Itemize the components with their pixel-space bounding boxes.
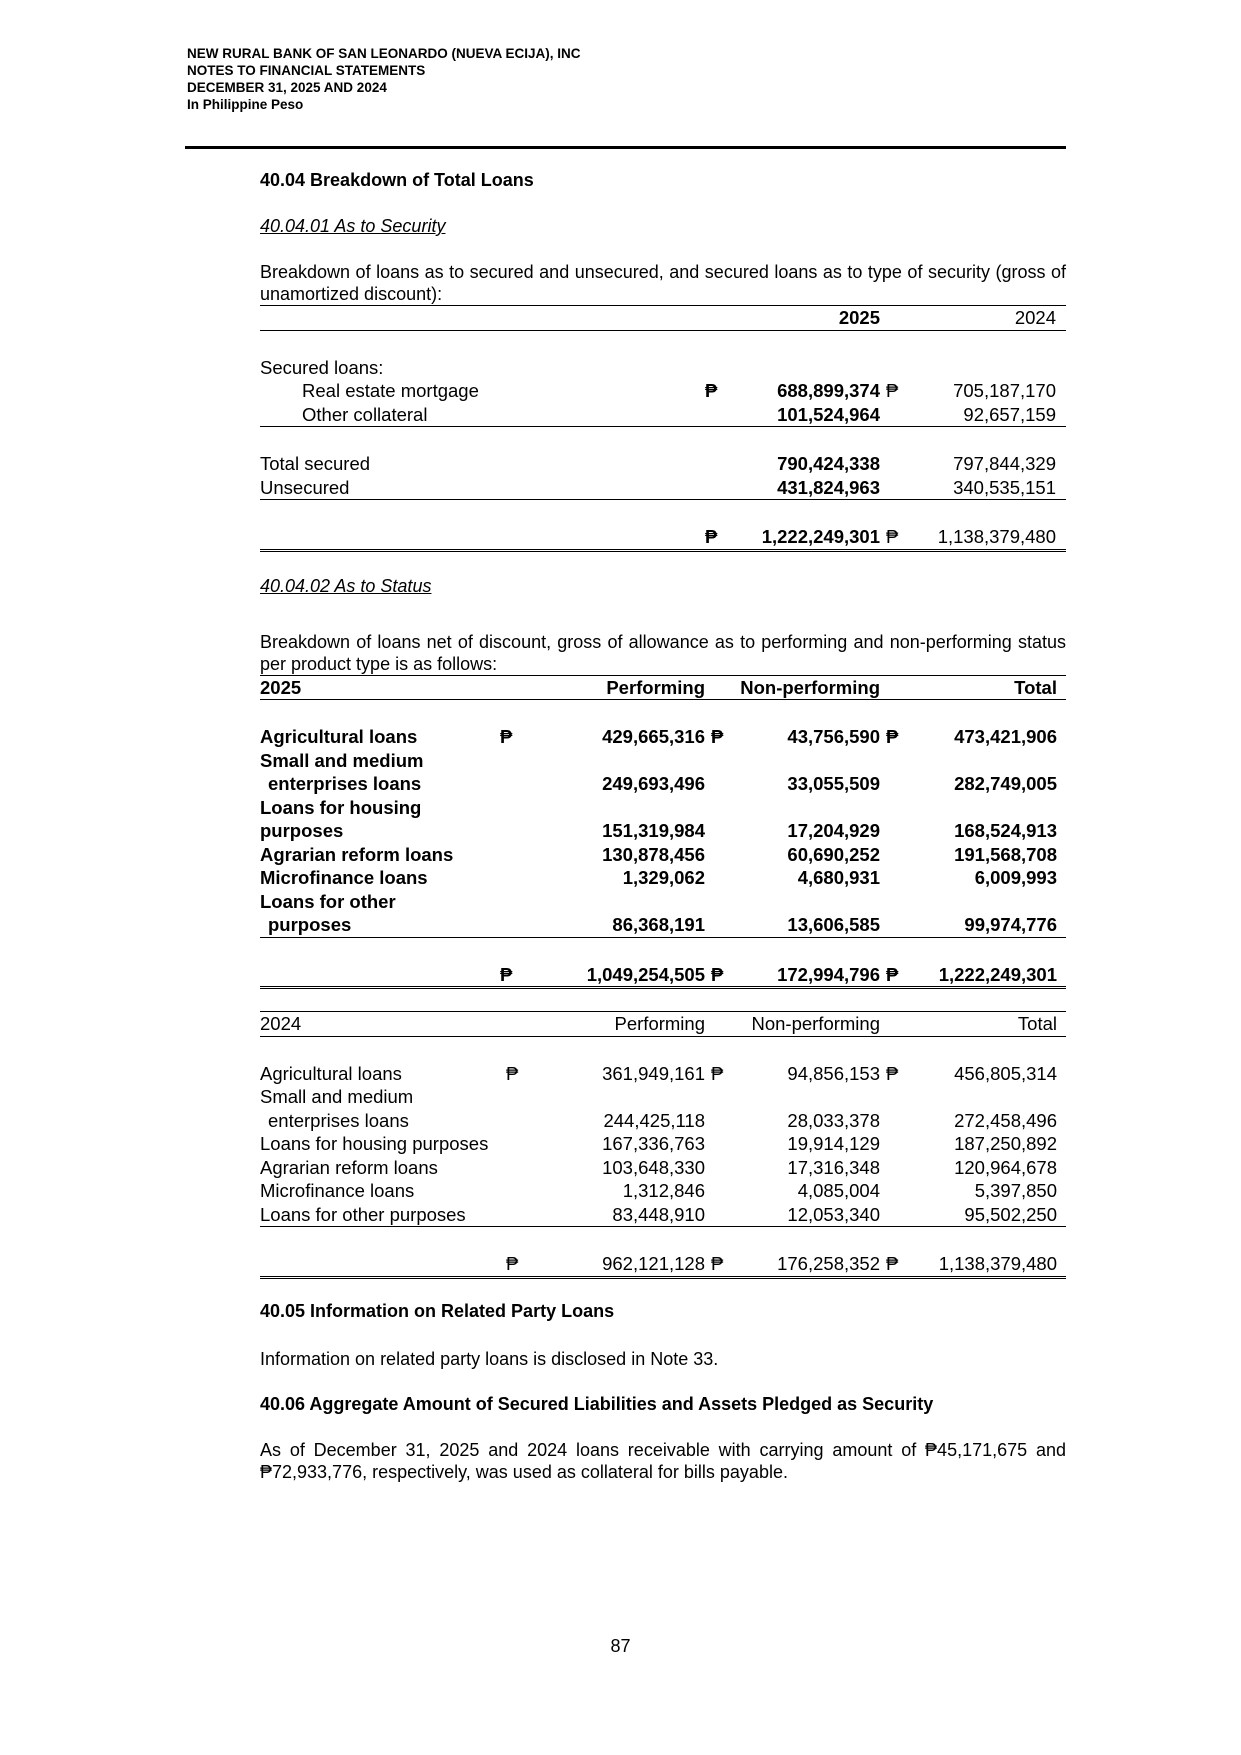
value-2025: 790,424,338 bbox=[777, 453, 880, 474]
peso-sign: ₱ bbox=[880, 1252, 905, 1277]
non-performing-value: 4,680,931 bbox=[797, 867, 880, 888]
total-value: 6,009,993 bbox=[974, 867, 1057, 888]
peso-sign: ₱ bbox=[500, 963, 525, 988]
header-notes-title: NOTES TO FINANCIAL STATEMENTS bbox=[187, 63, 426, 78]
status-2025-header-row bbox=[260, 675, 1066, 700]
year-2025-label: 2025 bbox=[260, 675, 500, 700]
status-2025-total-row bbox=[260, 963, 1066, 988]
row-label: Loans for other purposes bbox=[260, 1203, 466, 1225]
row-label: Other collateral bbox=[260, 403, 705, 427]
table-row bbox=[260, 403, 1066, 427]
table-row bbox=[260, 1156, 1066, 1180]
total-value: 191,568,708 bbox=[954, 843, 1057, 865]
table-row bbox=[260, 843, 1066, 867]
header-divider bbox=[185, 146, 1066, 149]
performing-value: 103,648,330 bbox=[602, 1156, 705, 1178]
peso-sign: ₱ bbox=[886, 726, 899, 747]
total-value: 187,250,892 bbox=[954, 1133, 1057, 1154]
value-2025: 688,899,374 bbox=[777, 380, 880, 401]
section-40-05-title: 40.05 Information on Related Party Loans bbox=[260, 1300, 615, 1321]
non-performing-value: 60,690,252 bbox=[787, 843, 880, 865]
row-label: Loans for other bbox=[260, 890, 396, 912]
total-value: 456,805,314 bbox=[954, 1062, 1057, 1084]
performing-value: 1,312,846 bbox=[622, 1180, 705, 1201]
performing-value: 130,878,456 bbox=[602, 843, 705, 865]
col-total: Total bbox=[905, 1012, 1057, 1037]
value-2024: 705,187,170 bbox=[953, 380, 1056, 401]
col-performing: Performing bbox=[525, 1012, 705, 1037]
value-2025: 101,524,964 bbox=[730, 403, 880, 427]
subsection-status-title: 40.04.02 As to Status bbox=[260, 575, 432, 596]
non-performing-value: 33,055,509 bbox=[787, 773, 880, 794]
performing-value: 244,425,118 bbox=[603, 1109, 705, 1131]
peso-sign: ₱ bbox=[705, 525, 730, 550]
row-label: enterprises loans bbox=[268, 1109, 409, 1131]
year-2025-header: 2025 bbox=[730, 306, 880, 331]
non-performing-value: 43,756,590 bbox=[787, 726, 880, 747]
section-40-04-title: 40.04 Breakdown of Total Loans bbox=[260, 170, 534, 190]
row-label: Microfinance loans bbox=[260, 1180, 415, 1201]
table-row-label-line bbox=[260, 1085, 1066, 1109]
sum-performing: 962,121,128 bbox=[525, 1252, 705, 1277]
performing-value: 86,368,191 bbox=[612, 914, 705, 935]
peso-sign: ₱ bbox=[886, 1062, 899, 1084]
sum-total: 1,222,249,301 bbox=[905, 963, 1057, 988]
table-row bbox=[260, 819, 1066, 843]
row-label: Total secured bbox=[260, 453, 371, 474]
table-row bbox=[260, 725, 1066, 749]
row-label: purposes bbox=[268, 914, 352, 935]
row-label: Agrarian reform loans bbox=[260, 1156, 438, 1178]
total-value: 473,421,906 bbox=[954, 726, 1057, 747]
performing-value: 151,319,984 bbox=[602, 820, 705, 841]
row-label: Unsecured bbox=[260, 476, 705, 500]
peso-sign: ₱ bbox=[711, 726, 724, 747]
security-header-row bbox=[260, 306, 1066, 331]
table-row bbox=[260, 913, 1066, 937]
security-intro-paragraph: Breakdown of loans as to secured and unsecured, and secured loans as to type of security (gross of unamortized discount): bbox=[260, 262, 1066, 304]
security-total-row bbox=[260, 525, 1066, 550]
page-number: 87 bbox=[610, 1636, 631, 1656]
total-value: 99,974,776 bbox=[964, 914, 1057, 935]
col-total: Total bbox=[905, 675, 1057, 700]
total-value: 282,749,005 bbox=[954, 773, 1057, 794]
performing-value: 249,693,496 bbox=[602, 773, 705, 794]
table-row bbox=[260, 1109, 1066, 1133]
related-party-paragraph: Information on related party loans is disclosed in Note 33. bbox=[260, 1348, 719, 1369]
page-content bbox=[260, 170, 1066, 1483]
non-performing-value: 13,606,585 bbox=[787, 914, 880, 935]
peso-sign: ₱ bbox=[705, 963, 730, 988]
total-2024: 1,138,379,480 bbox=[911, 525, 1056, 550]
row-label: Real estate mortgage bbox=[302, 380, 479, 401]
table-row bbox=[260, 379, 1066, 403]
table-row bbox=[260, 1062, 1066, 1086]
col-non-performing: Non-performing bbox=[730, 675, 880, 700]
table-row bbox=[260, 1203, 1066, 1227]
peso-sign: ₱ bbox=[711, 1062, 724, 1084]
col-non-performing: Non-performing bbox=[730, 1012, 880, 1037]
sum-total: 1,138,379,480 bbox=[905, 1252, 1057, 1277]
total-value: 120,964,678 bbox=[954, 1156, 1057, 1178]
header-period: DECEMBER 31, 2025 AND 2024 bbox=[187, 80, 387, 95]
secured-liabilities-paragraph: As of December 31, 2025 and 2024 loans receivable with carrying amount of ₱45,171,675 and ₱72,933,776, respectively, was used as collateral for bills payable. bbox=[260, 1439, 1066, 1482]
performing-value: 361,949,161 bbox=[602, 1062, 705, 1084]
table-row-label-line bbox=[260, 796, 1066, 820]
row-label: enterprises loans bbox=[268, 773, 422, 794]
row-label: Agricultural loans bbox=[260, 726, 418, 747]
total-value: 5,397,850 bbox=[974, 1180, 1057, 1201]
sum-non-performing: 176,258,352 bbox=[730, 1252, 880, 1277]
peso-sign: ₱ bbox=[880, 525, 911, 550]
year-2024-label: 2024 bbox=[260, 1012, 500, 1037]
peso-sign: ₱ bbox=[880, 963, 905, 988]
company-name: NEW RURAL BANK OF SAN LEONARDO (NUEVA ECIJA), INC bbox=[187, 46, 581, 61]
col-performing: Performing bbox=[525, 675, 705, 700]
peso-sign: ₱ bbox=[506, 1062, 519, 1084]
status-2024-rows bbox=[260, 1062, 1066, 1227]
peso-sign: ₱ bbox=[886, 380, 899, 401]
row-label: Loans for housing bbox=[260, 796, 422, 818]
subsection-security-title: 40.04.01 As to Security bbox=[260, 216, 446, 236]
status-intro-paragraph: Breakdown of loans net of discount, gross of allowance as to performing and non-performing status per product type is as follows: bbox=[260, 631, 1066, 674]
total-value: 95,502,250 bbox=[964, 1203, 1057, 1225]
total-2025: 1,222,249,301 bbox=[730, 525, 880, 550]
table-row bbox=[260, 866, 1066, 890]
table-row bbox=[260, 452, 1066, 476]
peso-sign: ₱ bbox=[705, 1252, 730, 1277]
document-header bbox=[187, 45, 581, 113]
section-40-06-title: 40.06 Aggregate Amount of Secured Liabilities and Assets Pledged as Security bbox=[260, 1393, 934, 1414]
total-value: 272,458,496 bbox=[954, 1109, 1057, 1131]
value-2024: 340,535,151 bbox=[911, 476, 1056, 500]
sum-non-performing: 172,994,796 bbox=[730, 963, 880, 988]
row-label: Agrarian reform loans bbox=[260, 843, 454, 865]
table-row-label-line bbox=[260, 890, 1066, 914]
row-label: Microfinance loans bbox=[260, 867, 428, 888]
table-row bbox=[260, 1132, 1066, 1156]
performing-value: 429,665,316 bbox=[602, 726, 705, 747]
value-2024: 92,657,159 bbox=[911, 403, 1056, 427]
status-2024-total-row bbox=[260, 1252, 1066, 1277]
peso-sign: ₱ bbox=[705, 380, 718, 401]
row-label: Small and medium bbox=[260, 749, 424, 771]
table-row bbox=[260, 772, 1066, 796]
value-2025: 431,824,963 bbox=[730, 476, 880, 500]
non-performing-value: 17,204,929 bbox=[787, 820, 880, 841]
header-currency: In Philippine Peso bbox=[187, 97, 304, 112]
row-label: Small and medium bbox=[260, 1086, 414, 1107]
table-row-label-line bbox=[260, 749, 1066, 773]
performing-value: 83,448,910 bbox=[612, 1203, 705, 1225]
non-performing-value: 94,856,153 bbox=[787, 1062, 880, 1084]
row-label: purposes bbox=[260, 820, 344, 841]
non-performing-value: 12,053,340 bbox=[787, 1203, 880, 1225]
secured-loans-label: Secured loans: bbox=[260, 356, 384, 378]
year-2024-header: 2024 bbox=[911, 306, 1056, 331]
row-label: Agricultural loans bbox=[260, 1062, 402, 1084]
table-row bbox=[260, 476, 1066, 500]
status-2025-rows bbox=[260, 725, 1066, 937]
non-performing-value: 19,914,129 bbox=[787, 1133, 880, 1154]
peso-sign: ₱ bbox=[500, 1252, 525, 1277]
sum-performing: 1,049,254,505 bbox=[525, 963, 705, 988]
secured-loans-label-row bbox=[260, 356, 1066, 380]
total-value: 168,524,913 bbox=[954, 820, 1057, 841]
security-table bbox=[260, 305, 1066, 552]
performing-value: 1,329,062 bbox=[622, 867, 705, 888]
status-2024-header-row bbox=[260, 1012, 1066, 1037]
non-performing-value: 17,316,348 bbox=[787, 1156, 880, 1178]
performing-value: 167,336,763 bbox=[602, 1133, 705, 1154]
status-2024-table bbox=[260, 1011, 1066, 1279]
non-performing-value: 28,033,378 bbox=[787, 1109, 880, 1131]
status-2025-table bbox=[260, 675, 1066, 990]
non-performing-value: 4,085,004 bbox=[797, 1180, 880, 1201]
table-row bbox=[260, 1179, 1066, 1203]
peso-sign: ₱ bbox=[500, 726, 513, 747]
row-label: Loans for housing purposes bbox=[260, 1133, 489, 1154]
value-2024: 797,844,329 bbox=[953, 453, 1056, 474]
